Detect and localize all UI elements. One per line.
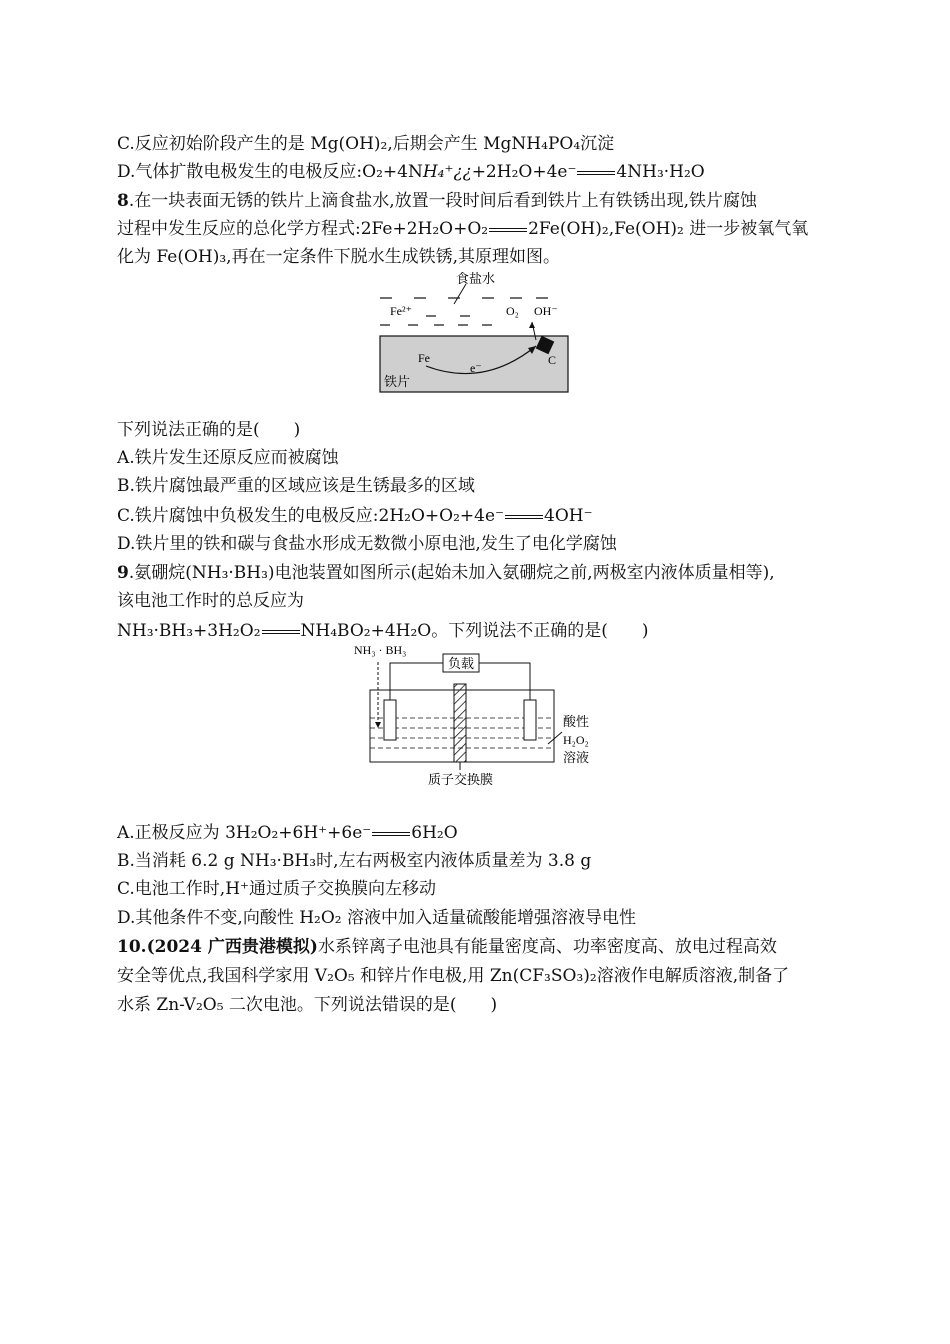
q8-option-a: A.铁片发生还原反应而被腐蚀 [117,448,339,468]
q9-option-d: D.其他条件不变,向酸性 H₂O₂ 溶液中加入适量硫酸能增强溶液导电性 [117,908,637,928]
corrosion-figure [374,270,574,396]
q9-option-a-product: 6H₂O [411,823,458,843]
solution-label: 溶液 [563,750,590,765]
q8-option-b: B.铁片腐蚀最严重的区域应该是生锈最多的区域 [117,476,475,496]
equals-sign [505,515,543,519]
electron-label: e⁻ [470,361,482,375]
q9-line-3 [117,620,649,642]
left-wire [390,663,443,700]
option-c-line: C.反应初始阶段产生的是 Mg(OH)₂,后期会产生 MgNH₄PO₄沉淀 [117,134,615,154]
option-d-ion: H₄⁺¿¿ [422,162,472,182]
h2o2-label: H₂O₂ [563,733,589,747]
q8-line-2 [117,218,808,240]
equals-sign [372,832,410,836]
fe2-label: Fe²⁺ [390,304,412,318]
arrowhead-icon [375,722,381,728]
q8-line-1 [117,190,757,212]
label-pointer [454,284,466,304]
q9-equation-right: NH₄BO₂+4H₂O。下列说法不正确的是( ) [300,621,649,641]
o2-label: O₂ [506,304,519,318]
q8-option-d: D.铁片里的铁和碳与食盐水形成无数微小原电池,发生了电化学腐蚀 [117,534,617,554]
option-d-product: 4NH₃·H₂O [616,162,705,182]
q9-equation-left: NH₃·BH₃+3H₂O₂ [117,621,261,641]
q8-text-1: .在一块表面无锈的铁片上滴食盐水,放置一段时间后看到铁片上有铁锈出现,铁片腐蚀 [128,191,758,211]
acid-label: 酸性 [563,714,590,729]
q10-line-2: 安全等优点,我国科学家用 V₂O₅ 和锌片作电极,用 Zn(CF₃SO₃)₂溶液作电解质溶液,制备了 [117,966,790,986]
q8-option-c-text: C.铁片腐蚀中负极发生的电极反应:2H₂O+O₂+4e⁻ [117,506,505,526]
q8-line-3: 化为 Fe(OH)₃,再在一定条件下脱水生成铁锈,其原理如图。 [117,247,560,267]
q9-option-b: B.当消耗 6.2 g NH₃·BH₃时,左右两极室内液体质量差为 3.8 g [117,851,592,871]
q10-number: 10 [117,937,141,957]
q9-line-2: 该电池工作时的总反应为 [117,591,304,611]
q8-option-c-product: 4OH⁻ [544,506,593,526]
q10-line-1 [117,936,777,958]
q9-option-a-text: A.正极反应为 3H₂O₂+6H⁺+6e⁻ [117,823,372,843]
q8-ask: 下列说法正确的是( ) [117,420,301,440]
option-d-text-2: +2H₂O+4e⁻ [471,162,577,182]
fe-label: Fe [418,351,430,365]
q8-text-2b: 2Fe(OH)₂,Fe(OH)₂ 进一步被氧气氧 [528,219,809,239]
load-label: 负载 [448,656,475,671]
carbon-label: C [548,353,557,367]
arrowhead-icon [529,322,535,328]
q10-line-3: 水系 Zn-V₂O₅ 二次电池。下列说法错误的是( ) [117,995,498,1015]
q9-option-c: C.电池工作时,H⁺通过质子交换膜向左移动 [117,879,437,899]
q9-text-1: .氨硼烷(NH₃·BH₃)电池装置如图所示(起始未加入氨硼烷之前,两极室内液体质量相等), [128,563,775,583]
plate-label: 铁片 [384,374,411,389]
right-wire [479,663,530,700]
q9-option-a [117,822,458,844]
q9-line-1 [117,562,775,584]
q8-option-c [117,505,593,527]
salt-water-label: 食盐水 [456,271,496,286]
equals-sign [489,228,527,232]
q8-number: 8 [117,191,129,211]
equals-sign [577,171,615,175]
q9-number: 9 [117,563,129,583]
battery-figure [348,640,608,792]
right-electrode [524,700,536,740]
nh3bh3-label: NH₃ · BH₃ [354,643,407,657]
oh-label: OH⁻ [534,304,558,318]
equals-sign [262,630,300,634]
option-d-line [117,161,705,183]
left-electrode [384,700,396,740]
membrane-label: 质子交换膜 [428,772,494,787]
q8-text-2a: 过程中发生反应的总化学方程式:2Fe+2H₂O+O₂ [117,219,489,239]
q10-text-1: 水系锌离子电池具有能量密度高、功率密度高、放电过程高效 [317,937,777,957]
membrane [454,684,466,762]
option-d-text: D.气体扩散电极发生的电极反应:O₂+4N [117,162,423,182]
q10-source: .(2024 广西贵港模拟) [140,937,318,957]
